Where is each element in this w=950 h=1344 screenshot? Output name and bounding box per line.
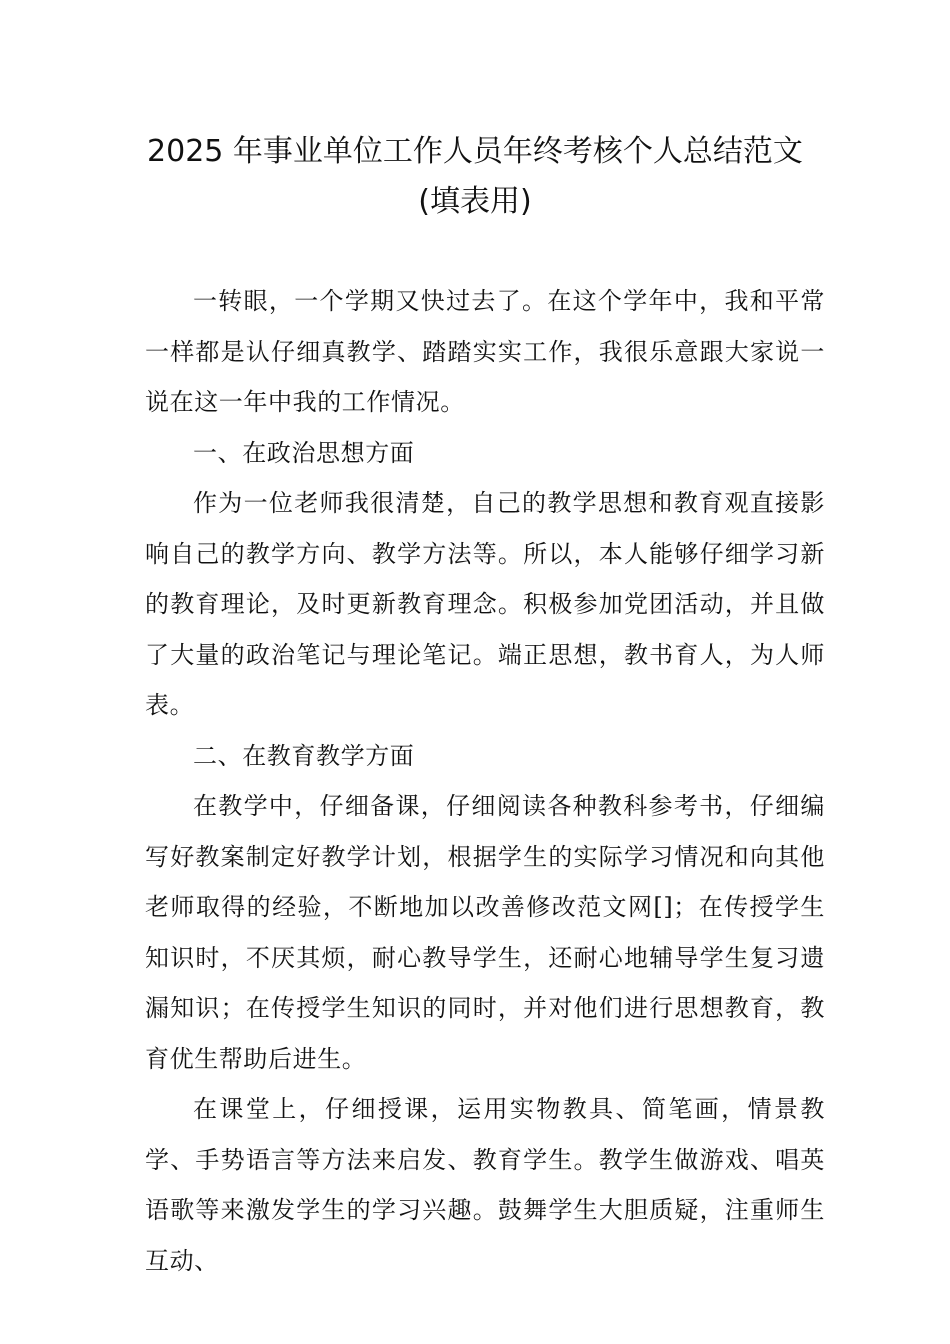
section-heading-teaching: 二、在教育教学方面 [193,741,415,770]
document-title-line-2: (填表用) [418,184,532,219]
document-body [145,276,825,1286]
document-title-line-1: 2025 年事业单位工作人员年终考核个人总结范文 [147,134,803,169]
section-heading-politics: 一、在政治思想方面 [193,438,415,467]
teaching-paragraph: 在教学中，仔细备课，仔细阅读各种教科参考书，仔细编写好教案制定好教学计划，根据学生的实际学习情况和向其他老师取得的经验，不断地加以改善修改范文网[]；在传授学生知识时，不厌其烦，耐心教导学生，还耐心地辅导学生复习遗漏知识；在传授学生知识的同时，并对他们进行思想教育，教育优生帮助后进生。 [145,792,825,1073]
intro-paragraph: 一转眼，一个学期又快过去了。在这个学年中，我和平常一样都是认仔细真教学、踏踏实实工作，我很乐意跟大家说一说在这一年中我的工作情况。 [145,287,825,416]
classroom-paragraph: 在课堂上，仔细授课，运用实物教具、简笔画，情景教学、手势语言等方法来启发、教育学生。教学生做游戏、唱英语歌等来激发学生的学习兴趣。鼓舞学生大胆质疑，注重师生互动、 [145,1095,825,1275]
politics-paragraph: 作为一位老师我很清楚，自己的教学思想和教育观直接影响自己的教学方向、教学方法等。所以，本人能够仔细学习新的教育理论，及时更新教育理念。积极参加党团活动，并且做了大量的政治笔记与理论笔记。端正思想，教书育人，为人师表。 [145,489,825,719]
